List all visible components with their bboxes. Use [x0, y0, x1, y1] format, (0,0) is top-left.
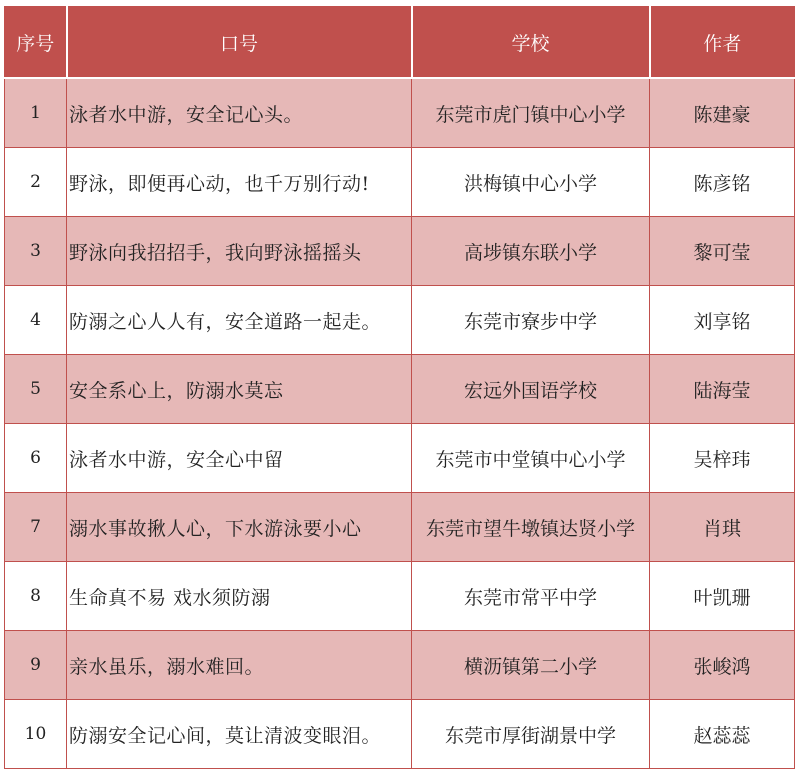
cell-num: 5: [5, 355, 67, 424]
header-row: [5, 7, 795, 79]
cell-slogan: 防溺安全记心间，莫让清波变眼泪。: [67, 700, 412, 769]
cell-slogan: 泳者水中游，安全记心头。: [67, 78, 412, 148]
table-body: [5, 78, 795, 769]
table-row: [5, 562, 795, 631]
cell-author: 肖琪: [650, 493, 795, 562]
cell-author: 叶凯珊: [650, 562, 795, 631]
cell-slogan: 防溺之心人人有，安全道路一起走。: [67, 286, 412, 355]
cell-school: 东莞市寮步中学: [412, 286, 650, 355]
cell-school: 东莞市厚街湖景中学: [412, 700, 650, 769]
cell-slogan: 生命真不易 戏水须防溺: [67, 562, 412, 631]
cell-school: 宏远外国语学校: [412, 355, 650, 424]
cell-num: 6: [5, 424, 67, 493]
cell-num: 2: [5, 148, 67, 217]
cell-num: 9: [5, 631, 67, 700]
cell-author: 陈彦铭: [650, 148, 795, 217]
cell-num: 8: [5, 562, 67, 631]
cell-author: 吴梓玮: [650, 424, 795, 493]
cell-num: 10: [5, 700, 67, 769]
slogan-table-container: [4, 6, 794, 769]
cell-school: 东莞市虎门镇中心小学: [412, 78, 650, 148]
cell-num: 7: [5, 493, 67, 562]
cell-author: 张峻鸿: [650, 631, 795, 700]
cell-school: 东莞市中堂镇中心小学: [412, 424, 650, 493]
cell-author: 赵蕊蕊: [650, 700, 795, 769]
cell-num: 1: [5, 78, 67, 148]
cell-author: 陆海莹: [650, 355, 795, 424]
table-row: [5, 700, 795, 769]
cell-slogan: 溺水事故揪人心，下水游泳要小心: [67, 493, 412, 562]
header-num: 序号: [5, 7, 67, 79]
cell-author: 黎可莹: [650, 217, 795, 286]
cell-school: 东莞市常平中学: [412, 562, 650, 631]
cell-author: 陈建豪: [650, 78, 795, 148]
header-slogan: 口号: [67, 7, 412, 79]
table-row: [5, 148, 795, 217]
cell-slogan: 安全系心上，防溺水莫忘: [67, 355, 412, 424]
table-row: [5, 493, 795, 562]
cell-school: 高埗镇东联小学: [412, 217, 650, 286]
cell-slogan: 野泳向我招招手，我向野泳摇摇头: [67, 217, 412, 286]
cell-school: 洪梅镇中心小学: [412, 148, 650, 217]
header-school: 学校: [412, 7, 650, 79]
cell-slogan: 亲水虽乐，溺水难回。: [67, 631, 412, 700]
cell-slogan: 野泳，即便再心动，也千万别行动!: [67, 148, 412, 217]
slogan-table: [4, 6, 795, 769]
table-row: [5, 355, 795, 424]
cell-school: 东莞市望牛墩镇达贤小学: [412, 493, 650, 562]
table-row: [5, 78, 795, 148]
table-row: [5, 217, 795, 286]
header-author: 作者: [650, 7, 795, 79]
table-row: [5, 286, 795, 355]
table-row: [5, 631, 795, 700]
table-row: [5, 424, 795, 493]
cell-author: 刘享铭: [650, 286, 795, 355]
cell-slogan: 泳者水中游，安全心中留: [67, 424, 412, 493]
table-header: [5, 7, 795, 79]
cell-school: 横沥镇第二小学: [412, 631, 650, 700]
cell-num: 3: [5, 217, 67, 286]
cell-num: 4: [5, 286, 67, 355]
